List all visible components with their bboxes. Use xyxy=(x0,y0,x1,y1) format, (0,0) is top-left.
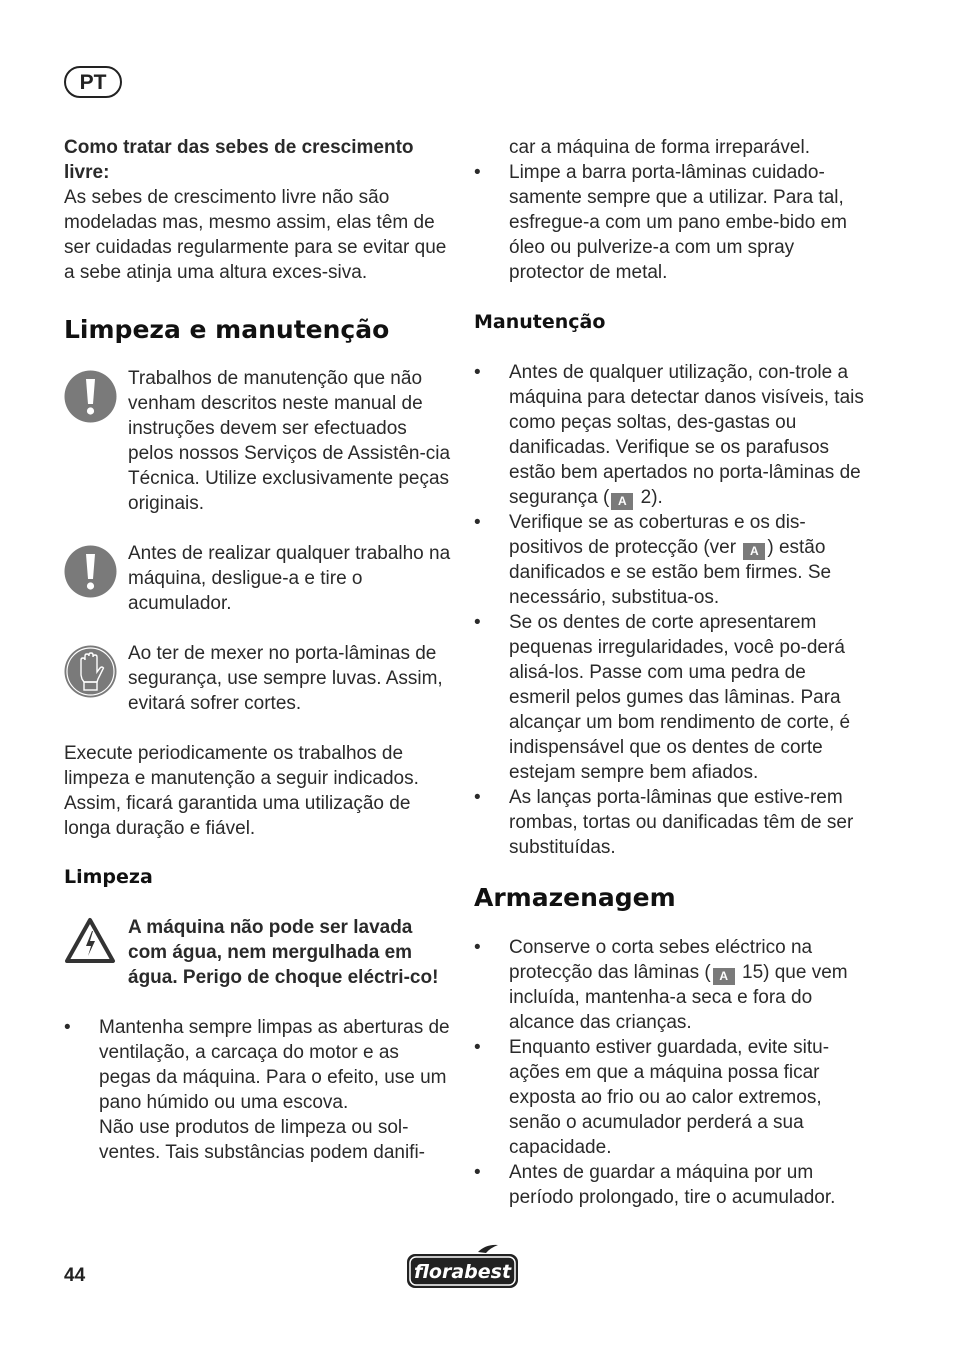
continued-text: car a máquina de forma irreparável. xyxy=(509,137,810,158)
notice-text: Trabalhos de manutenção que não venham descritos neste manual de instruções devem ser efectuados pelos nossos Serviços de Assistên-cia Técnica. Utilize exclusivamente peças originais. xyxy=(128,368,451,514)
notice-maintenance-service xyxy=(64,366,454,516)
item-text: Verifique se as coberturas e os dis-positivos de protecção (ver xyxy=(509,512,806,558)
subheading-cleaning: Limpeza xyxy=(64,866,153,888)
page-number: 44 xyxy=(64,1265,86,1286)
left-column xyxy=(64,135,454,1165)
list-item xyxy=(64,1015,454,1165)
notice-switch-off xyxy=(64,541,454,616)
exclamation-icon xyxy=(64,366,128,423)
list-item: • Limpe a barra porta-lâminas cuidado-samente sempre que a utilizar. Para tal, esfregue-a com um pano embe-bido em óleo ou pulverize-a com um spray protector de metal. xyxy=(474,160,866,285)
item-text: 2). xyxy=(635,487,663,508)
section-title-cleaning-maintenance: Limpeza e manutenção xyxy=(64,315,390,344)
electric-warning-icon xyxy=(64,915,128,965)
glove-icon xyxy=(64,641,128,698)
notice-text: Antes de realizar qualquer trabalho na máquina, desligue-a e tire o acumulador. xyxy=(128,543,451,614)
notice-text: Ao ter de mexer no porta-lâminas de segurança, use sempre luvas. Assim, evitará sofrer cortes. xyxy=(128,643,443,714)
intro-heading: Como tratar das sebes de crescimento livre: xyxy=(64,137,414,183)
item-text: Conserve o corta sebes eléctrico na protecção das lâminas ( xyxy=(509,937,813,983)
exclamation-icon xyxy=(64,541,128,598)
list-item xyxy=(474,510,866,610)
item-text: Antes de qualquer utilização, con-trole a máquina para detectar danos visíveis, tais como peças soltas, des-gastas ou danificadas. Verifique se os parafusos estão bem apertados no porta-lâminas de segurança ( xyxy=(509,362,864,508)
cleaning-list xyxy=(64,1015,454,1165)
list-item: • Antes de guardar a máquina por um período prolongado, tire o acumulador. xyxy=(474,1160,866,1210)
figure-ref-badge: A xyxy=(743,543,765,560)
item-text: ) estão danificados e se estão bem firmes. Se necessário, substitua-os. xyxy=(509,537,832,608)
list-item: • As lanças porta-lâminas que estive-rem rombas, tortas ou danificadas têm de ser substituídas. xyxy=(474,785,866,860)
intro-text: As sebes de crescimento livre não são modeladas mas, mesmo assim, elas têm de ser cuidadas regularmente para se evitar que a sebe atinja uma altura exces-siva. xyxy=(64,187,447,283)
section-title-storage: Armazenagem xyxy=(474,883,676,912)
list-item: • Enquanto estiver guardada, evite situ-ações em que a máquina possa ficar exposta ao frio ou ao calor extremos, senão o acumulador perderá a sua capacidade. xyxy=(474,1035,866,1160)
right-column xyxy=(474,135,866,1210)
periodic-maintenance-text: Execute periodicamente os trabalhos de limpeza e manutenção a seguir indicados. Assim, ficará garantida uma utilização de longa duração e fiável. xyxy=(64,743,419,839)
storage-list xyxy=(474,935,866,1210)
warning-text: A máquina não pode ser lavada com água, nem mergulhada em água. Perigo de choque eléctri-co! xyxy=(128,917,439,988)
maintenance-list xyxy=(474,360,866,860)
warning-electric-shock xyxy=(64,915,454,990)
figure-ref-badge: A xyxy=(713,968,735,985)
florabest-logo xyxy=(406,1242,519,1290)
notice-wear-gloves xyxy=(64,641,454,716)
item-text: 15) que vem incluída, mantenha-a seca e fora do alcance das crianças. xyxy=(509,962,848,1033)
svg-text:florabest: florabest xyxy=(413,1261,512,1283)
list-item-text: • Mantenha sempre limpas as aberturas de ventilação, a carcaça do motor e as pegas da máquina. Para o efeito, use um pano húmido ou uma escova. xyxy=(99,1017,450,1113)
subheading-maintenance: Manutenção xyxy=(474,311,606,333)
list-item xyxy=(474,935,866,1035)
list-item xyxy=(474,360,866,510)
figure-ref-badge: A xyxy=(611,493,633,510)
cleaning-list-cont xyxy=(474,160,866,285)
list-item: • Se os dentes de corte apresentarem pequenas irregularidades, você po-derá alisá-los. Passe com uma pedra de esmeril pelos gumes das lâminas. Para alcançar um bom rendimento de corte, é indispensável que os dentes de corte estejam sempre bem afiados. xyxy=(474,610,866,785)
list-item-text-cont: Não use produtos de limpeza ou sol-ventes. Tais substâncias podem danifi- xyxy=(99,1117,425,1163)
language-badge: PT xyxy=(64,66,122,98)
